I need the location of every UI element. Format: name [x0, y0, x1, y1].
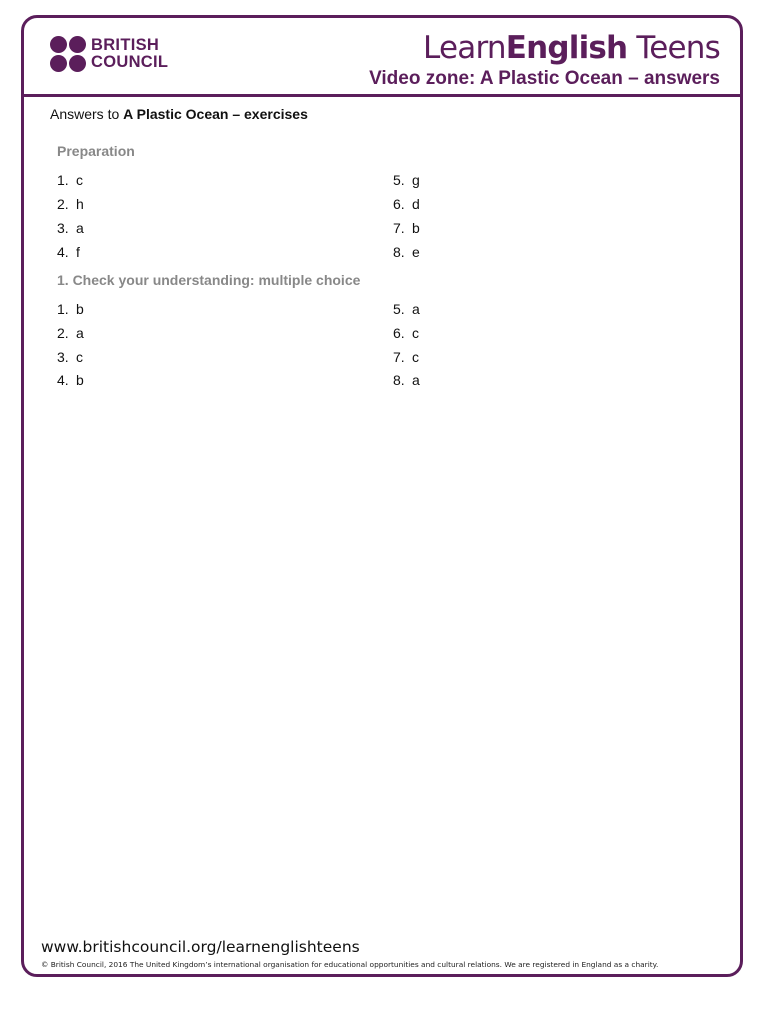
answer-item: [57, 325, 84, 341]
intro-title: A Plastic Ocean – exercises: [123, 106, 308, 122]
answer-value: c: [412, 349, 419, 365]
brand-english: English: [505, 30, 628, 66]
answer-item: [393, 349, 419, 365]
answer-item: [57, 172, 83, 188]
answer-item: [57, 244, 80, 260]
logo-dots-icon: [50, 36, 86, 72]
answer-value: a: [412, 372, 420, 388]
answer-number: 6.: [393, 325, 405, 341]
intro-line: [50, 106, 308, 122]
answer-number: 8.: [393, 372, 405, 388]
answer-value: h: [76, 196, 84, 212]
logo-text: [91, 37, 168, 70]
answer-item: [57, 372, 84, 388]
answer-item: [393, 244, 420, 260]
answer-number: 5.: [393, 301, 405, 317]
answer-number: 5.: [393, 172, 405, 188]
answer-number: 3.: [57, 349, 69, 365]
answer-value: d: [412, 196, 420, 212]
answer-number: 2.: [57, 196, 69, 212]
answer-value: a: [76, 325, 84, 341]
footer-copyright: © British Council, 2016 The United Kingdom’s international organisation for educational opportunities and cultural relations. We are registered in England as a charity.: [41, 960, 659, 969]
answer-number: 8.: [393, 244, 405, 260]
logo-line1: BRITISH: [91, 36, 160, 54]
british-council-logo: [50, 36, 180, 72]
answer-value: a: [412, 301, 420, 317]
answer-value: c: [412, 325, 419, 341]
footer-url-link[interactable]: www.britishcouncil.org/learnenglishteens: [41, 938, 360, 956]
answer-item: [57, 301, 84, 317]
answer-number: 6.: [393, 196, 405, 212]
answer-item: [393, 325, 419, 341]
answer-number: 7.: [393, 220, 405, 236]
page-frame: [21, 15, 743, 977]
intro-prefix: Answers to: [50, 106, 124, 122]
answer-number: 3.: [57, 220, 69, 236]
answer-item: [57, 349, 83, 365]
logo-line2: COUNCIL: [91, 52, 169, 71]
answer-value: b: [76, 301, 84, 317]
answer-number: 2.: [57, 325, 69, 341]
brand-teens: Teens: [636, 30, 720, 66]
answer-number: 1.: [57, 172, 69, 188]
answer-item: [393, 372, 420, 388]
section-title-check-understanding: 1. Check your understanding: multiple choice: [57, 272, 361, 288]
answer-value: b: [412, 220, 420, 236]
answer-value: g: [412, 172, 420, 188]
page-title: Video zone: A Plastic Ocean – answers: [369, 68, 720, 89]
answer-item: [393, 220, 420, 236]
learnenglish-teens-brand: [423, 30, 720, 66]
answer-item: [393, 301, 420, 317]
answer-item: [57, 196, 84, 212]
answer-number: 4.: [57, 372, 69, 388]
brand-learn: Learn: [423, 30, 506, 66]
answer-value: f: [76, 244, 80, 260]
answer-value: e: [412, 244, 420, 260]
answer-number: 1.: [57, 301, 69, 317]
answer-value: a: [76, 220, 84, 236]
answer-number: 4.: [57, 244, 69, 260]
answer-item: [393, 172, 420, 188]
section-title-preparation: Preparation: [57, 143, 135, 159]
answer-item: [393, 196, 420, 212]
answer-value: b: [76, 372, 84, 388]
answer-value: c: [76, 349, 83, 365]
answer-number: 7.: [393, 349, 405, 365]
answer-value: c: [76, 172, 83, 188]
header-divider: [21, 94, 743, 97]
answer-item: [57, 220, 84, 236]
